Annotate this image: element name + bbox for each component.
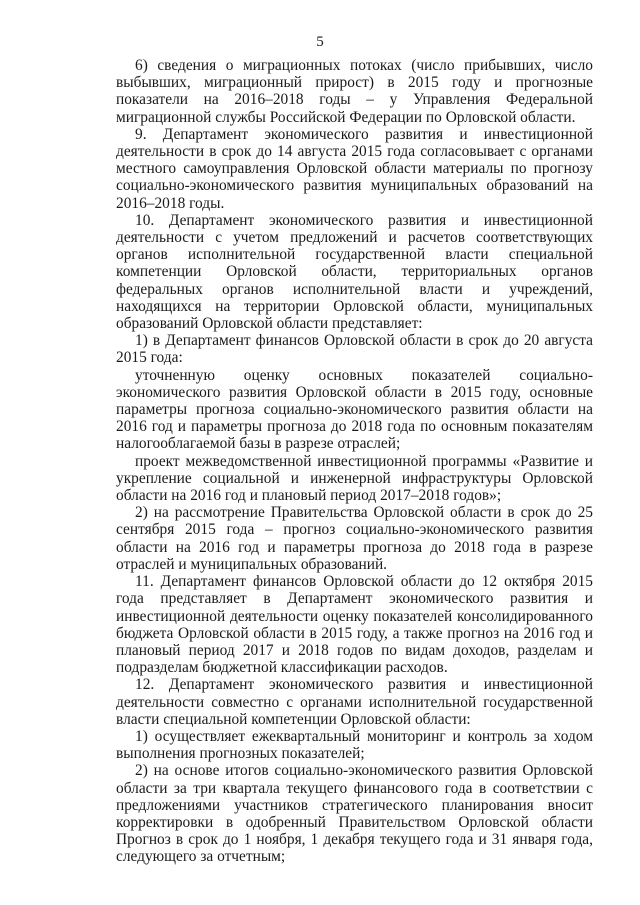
paragraph-item-12-1: 1) осуществляет ежеквартальный мониторинг и контроль за ходом выполнения прогнозных показателей; [116,727,593,763]
paragraph-investment-program: проект межведомственной инвестиционной программы «Развитие и укрепление социальной и инженерной инфраструктуры Орловской области на 2016 год и плановый период 2017–2018 годов»; [116,452,593,505]
paragraph-estimate: уточненную оценку основных показателей социально-экономического развития Орловской области в 2015 году, основные параметры прогноза социально-экономического развития области на 2016 год и параметры прогноза до 2018 года по основным показателям налогооблагаемой базы в разрезе отраслей; [116,366,593,453]
document-body [116,57,593,866]
paragraph-item-10-1: 1) в Департамент финансов Орловской области в срок до 20 августа 2015 года: [116,332,593,367]
paragraph-item-12: 12. Департамент экономического развития и инвестиционной деятельности совместно с органами исполнительной государственной власти специальной компетенции Орловской области: [116,676,593,728]
paragraph-item-10-2: 2) на рассмотрение Правительства Орловской области в срок до 25 сентября 2015 года – прогноз социально-экономического развития области на 2016 год и параметры прогноза до 2018 года в разрезе отраслей и муниципальных образований. [116,504,593,573]
paragraph-item-9: 9. Департамент экономического развития и инвестиционной деятельности в срок до 14 августа 2015 года согласовывает с органами местного самоуправления Орловской области материалы по прогнозу социально-экономического развития муниципальных образований на 2016–2018 годы. [116,125,593,212]
paragraph-item-12-2: 2) на основе итогов социально-экономического развития Орловской области за три квартала текущего финансового года в соответствии с предложениями участников стратегического планирования вносит корректировки в одобренный Правительством Орловской области Прогноз в срок до 1 ноября, 1 декабря текущего года и 31 января года, следующего за отчетным; [116,762,593,866]
paragraph-migration-info: 6) сведения о миграционных потоках (число прибывших, число выбывших, миграционный прирост) в 2015 году и прогнозные показатели на 2016–2018 годы – у Управления Федеральной миграционной службы Российской Федерации по Орловской области. [116,57,593,126]
paragraph-item-10: 10. Департамент экономического развития и инвестиционной деятельности с учетом предложений и расчетов соответствующих органов исполнительной государственной власти специальной компетенции Орловской области, территориальных органов федеральных органов исполнительной власти и учреждений, находящихся на территории Орловской области, муниципальных образований Орловской области представляет: [116,211,593,333]
page-number: 5 [316,34,324,50]
paragraph-item-11: 11. Департамент финансов Орловской области до 12 октября 2015 года представляет в Департамент экономического развития и инвестиционной деятельности оценку показателей консолидированного бюджета Орловской области в 2015 году, а также прогноз на 2016 год и плановый период 2017 и 2018 годов по видам доходов, разделам и подразделам бюджетной классификации расходов. [116,573,593,677]
